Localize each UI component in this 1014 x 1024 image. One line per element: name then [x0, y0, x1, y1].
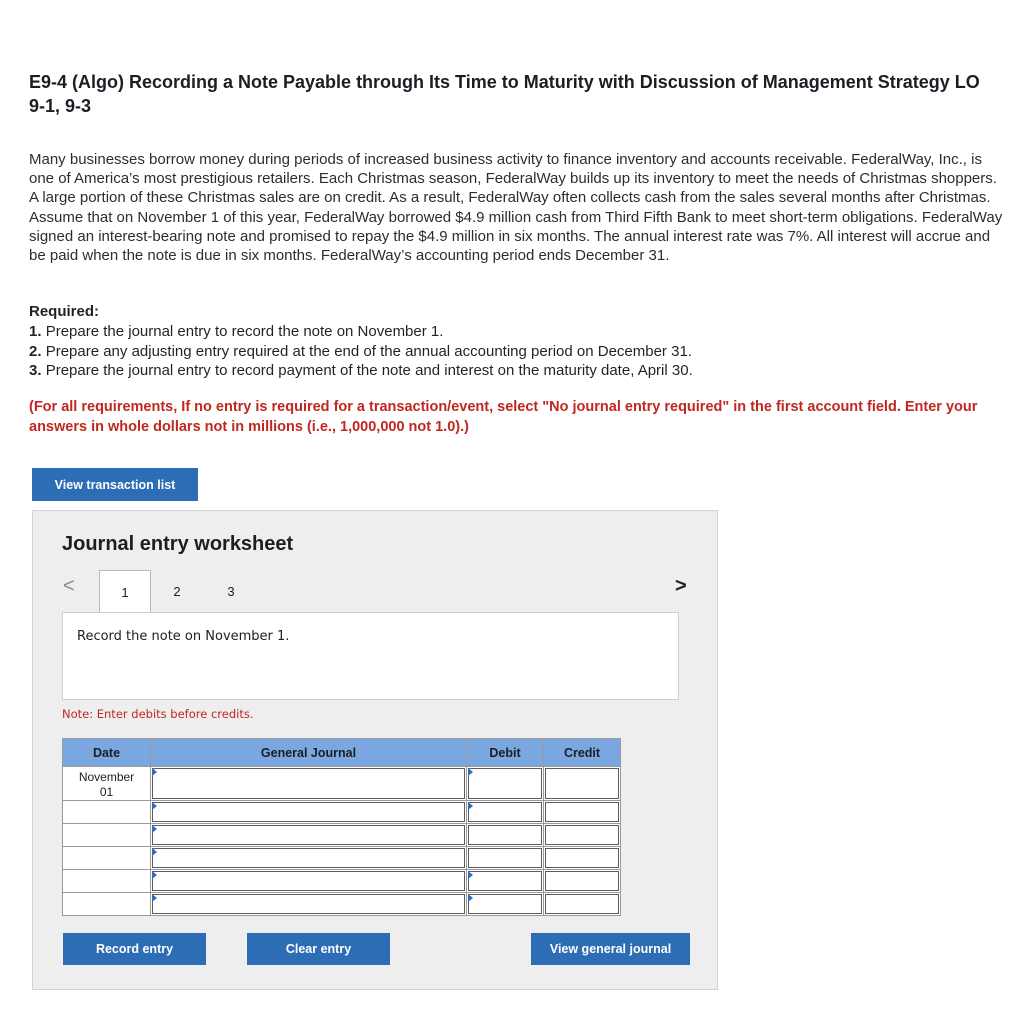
- chevron-right-icon[interactable]: >: [675, 575, 687, 597]
- debit-input[interactable]: [468, 768, 542, 799]
- date-day: 01: [99, 785, 114, 799]
- debit-column-header: Debit: [467, 739, 544, 767]
- credit-input[interactable]: [545, 871, 619, 891]
- dropdown-indicator-icon: [468, 768, 473, 776]
- debit-cell[interactable]: [467, 870, 544, 893]
- requirement-3-text: Prepare the journal entry to record payment of the note and interest on the maturity date, April 30.: [45, 362, 693, 379]
- credit-cell[interactable]: [544, 847, 621, 870]
- dropdown-indicator-icon: [152, 871, 157, 879]
- requirement-3-number: 3.: [29, 362, 42, 379]
- credit-cell[interactable]: [544, 893, 621, 916]
- debit-cell[interactable]: [467, 847, 544, 870]
- account-cell[interactable]: [151, 870, 467, 893]
- credit-cell[interactable]: [544, 767, 621, 801]
- debit-input[interactable]: [468, 871, 542, 891]
- dropdown-indicator-icon: [152, 825, 157, 833]
- table-row: [63, 767, 621, 801]
- debit-input[interactable]: [468, 825, 542, 845]
- requirement-2: [29, 342, 693, 362]
- worksheet-title: Journal entry worksheet: [62, 533, 294, 555]
- dropdown-indicator-icon: [468, 802, 473, 810]
- credit-input[interactable]: [545, 848, 619, 868]
- requirement-3: [29, 361, 693, 381]
- requirements-list: [29, 322, 693, 381]
- account-input[interactable]: [152, 848, 465, 868]
- table-row: [63, 824, 621, 847]
- date-month: November: [78, 770, 135, 784]
- requirement-1-number: 1.: [29, 323, 42, 340]
- table-row: [63, 801, 621, 824]
- account-input[interactable]: [152, 871, 465, 891]
- debit-input[interactable]: [468, 802, 542, 822]
- record-entry-button[interactable]: Record entry: [63, 933, 206, 965]
- account-input[interactable]: [152, 768, 465, 799]
- view-general-journal-button[interactable]: View general journal: [531, 933, 690, 965]
- required-heading: Required:: [29, 303, 100, 320]
- dropdown-indicator-icon: [152, 802, 157, 810]
- debit-cell[interactable]: [467, 767, 544, 801]
- tab-1[interactable]: 1: [99, 570, 151, 614]
- requirement-2-text: Prepare any adjusting entry required at the end of the annual accounting period on December 31.: [45, 342, 692, 360]
- credit-cell[interactable]: [544, 870, 621, 893]
- credit-input[interactable]: [545, 802, 619, 822]
- requirement-1: [29, 322, 693, 342]
- date-cell: [63, 847, 151, 870]
- view-transaction-list-button[interactable]: View transaction list: [32, 468, 198, 501]
- account-input[interactable]: [152, 802, 465, 822]
- debit-cell[interactable]: [467, 824, 544, 847]
- credit-input[interactable]: [545, 768, 619, 799]
- tab-3[interactable]: 3: [227, 583, 235, 599]
- prompt-text: Record the note on November 1.: [77, 629, 290, 644]
- journal-table: [62, 738, 621, 916]
- journal-entry-worksheet: [32, 510, 718, 990]
- problem-description: Many businesses borrow money during periods of increased business activity to finance inventory and accounts receivable. FederalWay, Inc., is one of America’s most prestigious retailers. Each Christmas season, FederalWay builds up its inventory to meet the needs of Christmas shoppers. A large portion of these Christmas sales are on credit. As a result, FederalWay often collects cash from the sales several months after Christmas. Assume that on November 1 of this year, FederalWay borrowed $4.9 million cash from Third Fifth Bank to meet short-term obligations. FederalWay signed an interest-bearing note and promised to repay the $4.9 million in six months. The annual interest rate was 7%. All interest will accrue and be paid when the note is due in six months. FederalWay’s accounting period ends December 31.: [29, 151, 1003, 265]
- date-cell: [63, 801, 151, 824]
- date-cell: [63, 767, 151, 801]
- debit-cell[interactable]: [467, 801, 544, 824]
- date-column-header: Date: [63, 739, 151, 767]
- credit-input[interactable]: [545, 825, 619, 845]
- date-cell: [63, 824, 151, 847]
- account-cell[interactable]: [151, 824, 467, 847]
- table-row: [63, 870, 621, 893]
- debit-input[interactable]: [468, 848, 542, 868]
- dropdown-indicator-icon: [152, 768, 157, 776]
- dropdown-indicator-icon: [468, 871, 473, 879]
- journal-column-header: General Journal: [151, 739, 467, 767]
- account-cell[interactable]: [151, 893, 467, 916]
- chevron-left-icon[interactable]: <: [63, 575, 75, 597]
- dropdown-indicator-icon: [468, 894, 473, 902]
- instructions: (For all requirements, If no entry is required for a transaction/event, select "No journal entry required" in the first account field. Enter your answers in whole dollars not in millions (i.e., 1,000,000 not 1.0).): [29, 399, 978, 435]
- credit-cell[interactable]: [544, 801, 621, 824]
- clear-entry-button[interactable]: Clear entry: [247, 933, 390, 965]
- table-row: [63, 847, 621, 870]
- credit-cell[interactable]: [544, 824, 621, 847]
- debits-note: Note: Enter debits before credits.: [62, 707, 254, 721]
- debit-cell[interactable]: [467, 893, 544, 916]
- account-cell[interactable]: [151, 801, 467, 824]
- account-input[interactable]: [152, 825, 465, 845]
- prompt-box: [62, 612, 679, 700]
- account-input[interactable]: [152, 894, 465, 914]
- credit-input[interactable]: [545, 894, 619, 914]
- requirement-1-text: Prepare the journal entry to record the note on November 1.: [45, 323, 444, 340]
- dropdown-indicator-icon: [152, 894, 157, 902]
- credit-column-header: Credit: [544, 739, 621, 767]
- table-row: [63, 893, 621, 916]
- account-cell[interactable]: [151, 847, 467, 870]
- account-cell[interactable]: [151, 767, 467, 801]
- table-header-row: [63, 739, 621, 767]
- tab-2[interactable]: 2: [173, 583, 181, 599]
- date-cell: [63, 870, 151, 893]
- problem-title: E9-4 (Algo) Recording a Note Payable through Its Time to Maturity with Discussion of Management Strategy LO 9-1, 9-3: [29, 72, 980, 116]
- requirement-2-number: 2.: [29, 342, 42, 360]
- dropdown-indicator-icon: [152, 848, 157, 856]
- date-cell: [63, 893, 151, 916]
- debit-input[interactable]: [468, 894, 542, 914]
